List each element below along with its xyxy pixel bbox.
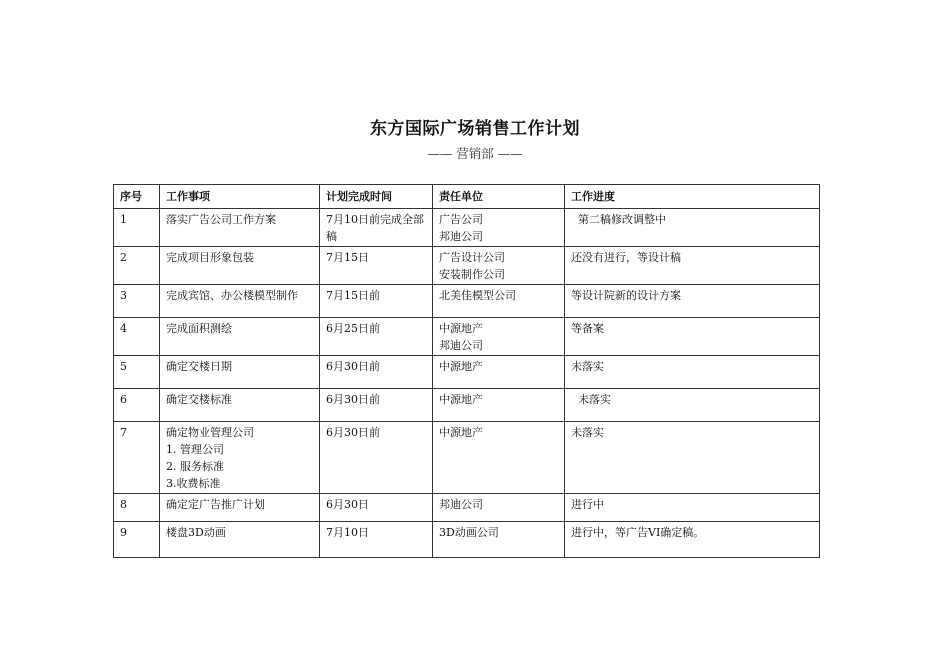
- cell-progress: [565, 209, 820, 247]
- cell-item: [160, 494, 320, 522]
- table-row: [114, 389, 820, 422]
- cell-item-line: 落实广告公司工作方案: [166, 213, 276, 226]
- cell-no-text: 7: [120, 426, 127, 439]
- cell-time: [320, 389, 433, 422]
- cell-progress-text: 未落实: [571, 393, 611, 406]
- cell-item: [160, 247, 320, 285]
- cell-unit: [433, 494, 565, 522]
- page-title: 东方国际广场销售工作计划: [370, 119, 580, 139]
- table-body: [114, 209, 820, 558]
- cell-time-text: 6月30日前: [326, 360, 380, 373]
- cell-item-line: 完成项目形象包装: [166, 251, 254, 264]
- cell-unit-line: 中源地产: [439, 426, 483, 439]
- cell-unit-line: 中源地产: [439, 360, 483, 373]
- cell-time-text: 7月10日: [326, 526, 369, 539]
- cell-no-text: 6: [120, 393, 127, 406]
- cell-item-line: 1. 管理公司: [166, 443, 224, 456]
- cell-unit-line: 广告设计公司: [439, 251, 505, 264]
- cell-no: [114, 356, 160, 389]
- cell-item-line: 确定交楼标准: [166, 393, 232, 406]
- cell-item-line: 确定交楼日期: [166, 360, 232, 373]
- cell-progress-text: 等备案: [571, 322, 604, 335]
- table-row: [114, 494, 820, 522]
- cell-item-line: 完成面积测绘: [166, 322, 232, 335]
- cell-item-line: 2. 服务标准: [166, 460, 224, 473]
- cell-time: [320, 247, 433, 285]
- cell-time-text: 6月30日: [326, 498, 369, 511]
- cell-time: [320, 422, 433, 494]
- table-row: [114, 356, 820, 389]
- cell-progress-text: 进行中，等广告VI确定稿。: [571, 526, 705, 539]
- cell-unit-line: 安装制作公司: [439, 268, 505, 281]
- cell-unit-line: 邦迪公司: [439, 230, 483, 243]
- cell-progress: [565, 285, 820, 318]
- cell-time: [320, 318, 433, 356]
- table-header-row: [114, 185, 820, 209]
- cell-unit-line: 邦迪公司: [439, 339, 483, 352]
- cell-unit: [433, 422, 565, 494]
- cell-time: [320, 494, 433, 522]
- cell-no-text: 1: [120, 213, 127, 226]
- cell-item: [160, 389, 320, 422]
- cell-unit-line: 中源地产: [439, 322, 483, 335]
- cell-time-text: 6月30日前: [326, 426, 380, 439]
- cell-unit: [433, 247, 565, 285]
- header-unit: 责任单位: [433, 185, 565, 209]
- cell-unit-line: 邦迪公司: [439, 498, 483, 511]
- cell-no: [114, 494, 160, 522]
- cell-no-text: 3: [120, 289, 127, 302]
- cell-progress: [565, 389, 820, 422]
- cell-no-text: 5: [120, 360, 127, 373]
- cell-progress-text: 还没有进行，等设计稿: [571, 251, 681, 264]
- cell-unit-line: 中源地产: [439, 393, 483, 406]
- cell-progress-text: 未落实: [571, 426, 604, 439]
- cell-time: [320, 522, 433, 558]
- cell-unit-line: 广告公司: [439, 213, 483, 226]
- cell-progress: [565, 494, 820, 522]
- cell-progress-text: 进行中: [571, 498, 604, 511]
- table-row: [114, 209, 820, 247]
- table-row: [114, 318, 820, 356]
- page-subtitle: —— 营销部 ——: [427, 146, 523, 161]
- cell-item-line: 完成宾馆、办公楼模型制作: [166, 289, 298, 302]
- cell-time-text: 6月25日前: [326, 322, 380, 335]
- header-time: 计划完成时间: [320, 185, 433, 209]
- cell-unit: [433, 522, 565, 558]
- cell-time-text: 6月30日前: [326, 393, 380, 406]
- cell-unit-line: 北美佳模型公司: [439, 289, 516, 302]
- cell-progress: [565, 522, 820, 558]
- cell-progress: [565, 318, 820, 356]
- cell-item: [160, 285, 320, 318]
- cell-item-line: 楼盘3D动画: [166, 526, 226, 539]
- cell-item: [160, 422, 320, 494]
- cell-item: [160, 522, 320, 558]
- cell-progress-text: 第二稿修改调整中: [571, 213, 666, 226]
- cell-no: [114, 318, 160, 356]
- cell-no: [114, 209, 160, 247]
- cell-unit: [433, 285, 565, 318]
- cell-unit-line: 3D动画公司: [439, 526, 499, 539]
- cell-no: [114, 389, 160, 422]
- cell-time: [320, 209, 433, 247]
- cell-no: [114, 285, 160, 318]
- cell-progress-text: 等设计院新的设计方案: [571, 289, 681, 302]
- cell-no: [114, 422, 160, 494]
- work-plan-table: [113, 184, 820, 558]
- cell-progress: [565, 356, 820, 389]
- cell-progress: [565, 422, 820, 494]
- cell-time-text: 7月10日前完成全部稿: [326, 213, 424, 243]
- table-row: [114, 285, 820, 318]
- cell-item-line: 3.收费标准: [166, 477, 221, 490]
- cell-item: [160, 318, 320, 356]
- cell-no: [114, 522, 160, 558]
- cell-item-line: 确定定广告推广计划: [166, 498, 265, 511]
- cell-unit: [433, 209, 565, 247]
- cell-no-text: 8: [120, 498, 127, 511]
- cell-no: [114, 247, 160, 285]
- cell-time: [320, 285, 433, 318]
- cell-time-text: 7月15日: [326, 251, 369, 264]
- cell-unit: [433, 356, 565, 389]
- cell-progress-text: 未落实: [571, 360, 604, 373]
- cell-time: [320, 356, 433, 389]
- table-row: [114, 247, 820, 285]
- header-progress: 工作进度: [565, 185, 820, 209]
- cell-no-text: 2: [120, 251, 127, 264]
- cell-no-text: 9: [120, 526, 127, 539]
- cell-time-text: 7月15日前: [326, 289, 380, 302]
- cell-item: [160, 356, 320, 389]
- cell-unit: [433, 389, 565, 422]
- cell-item: [160, 209, 320, 247]
- cell-unit: [433, 318, 565, 356]
- cell-item-line: 确定物业管理公司: [166, 426, 254, 439]
- header-no: 序号: [114, 185, 160, 209]
- table-row: [114, 422, 820, 494]
- table-row: [114, 522, 820, 558]
- cell-progress: [565, 247, 820, 285]
- header-item: 工作事项: [160, 185, 320, 209]
- cell-no-text: 4: [120, 322, 127, 335]
